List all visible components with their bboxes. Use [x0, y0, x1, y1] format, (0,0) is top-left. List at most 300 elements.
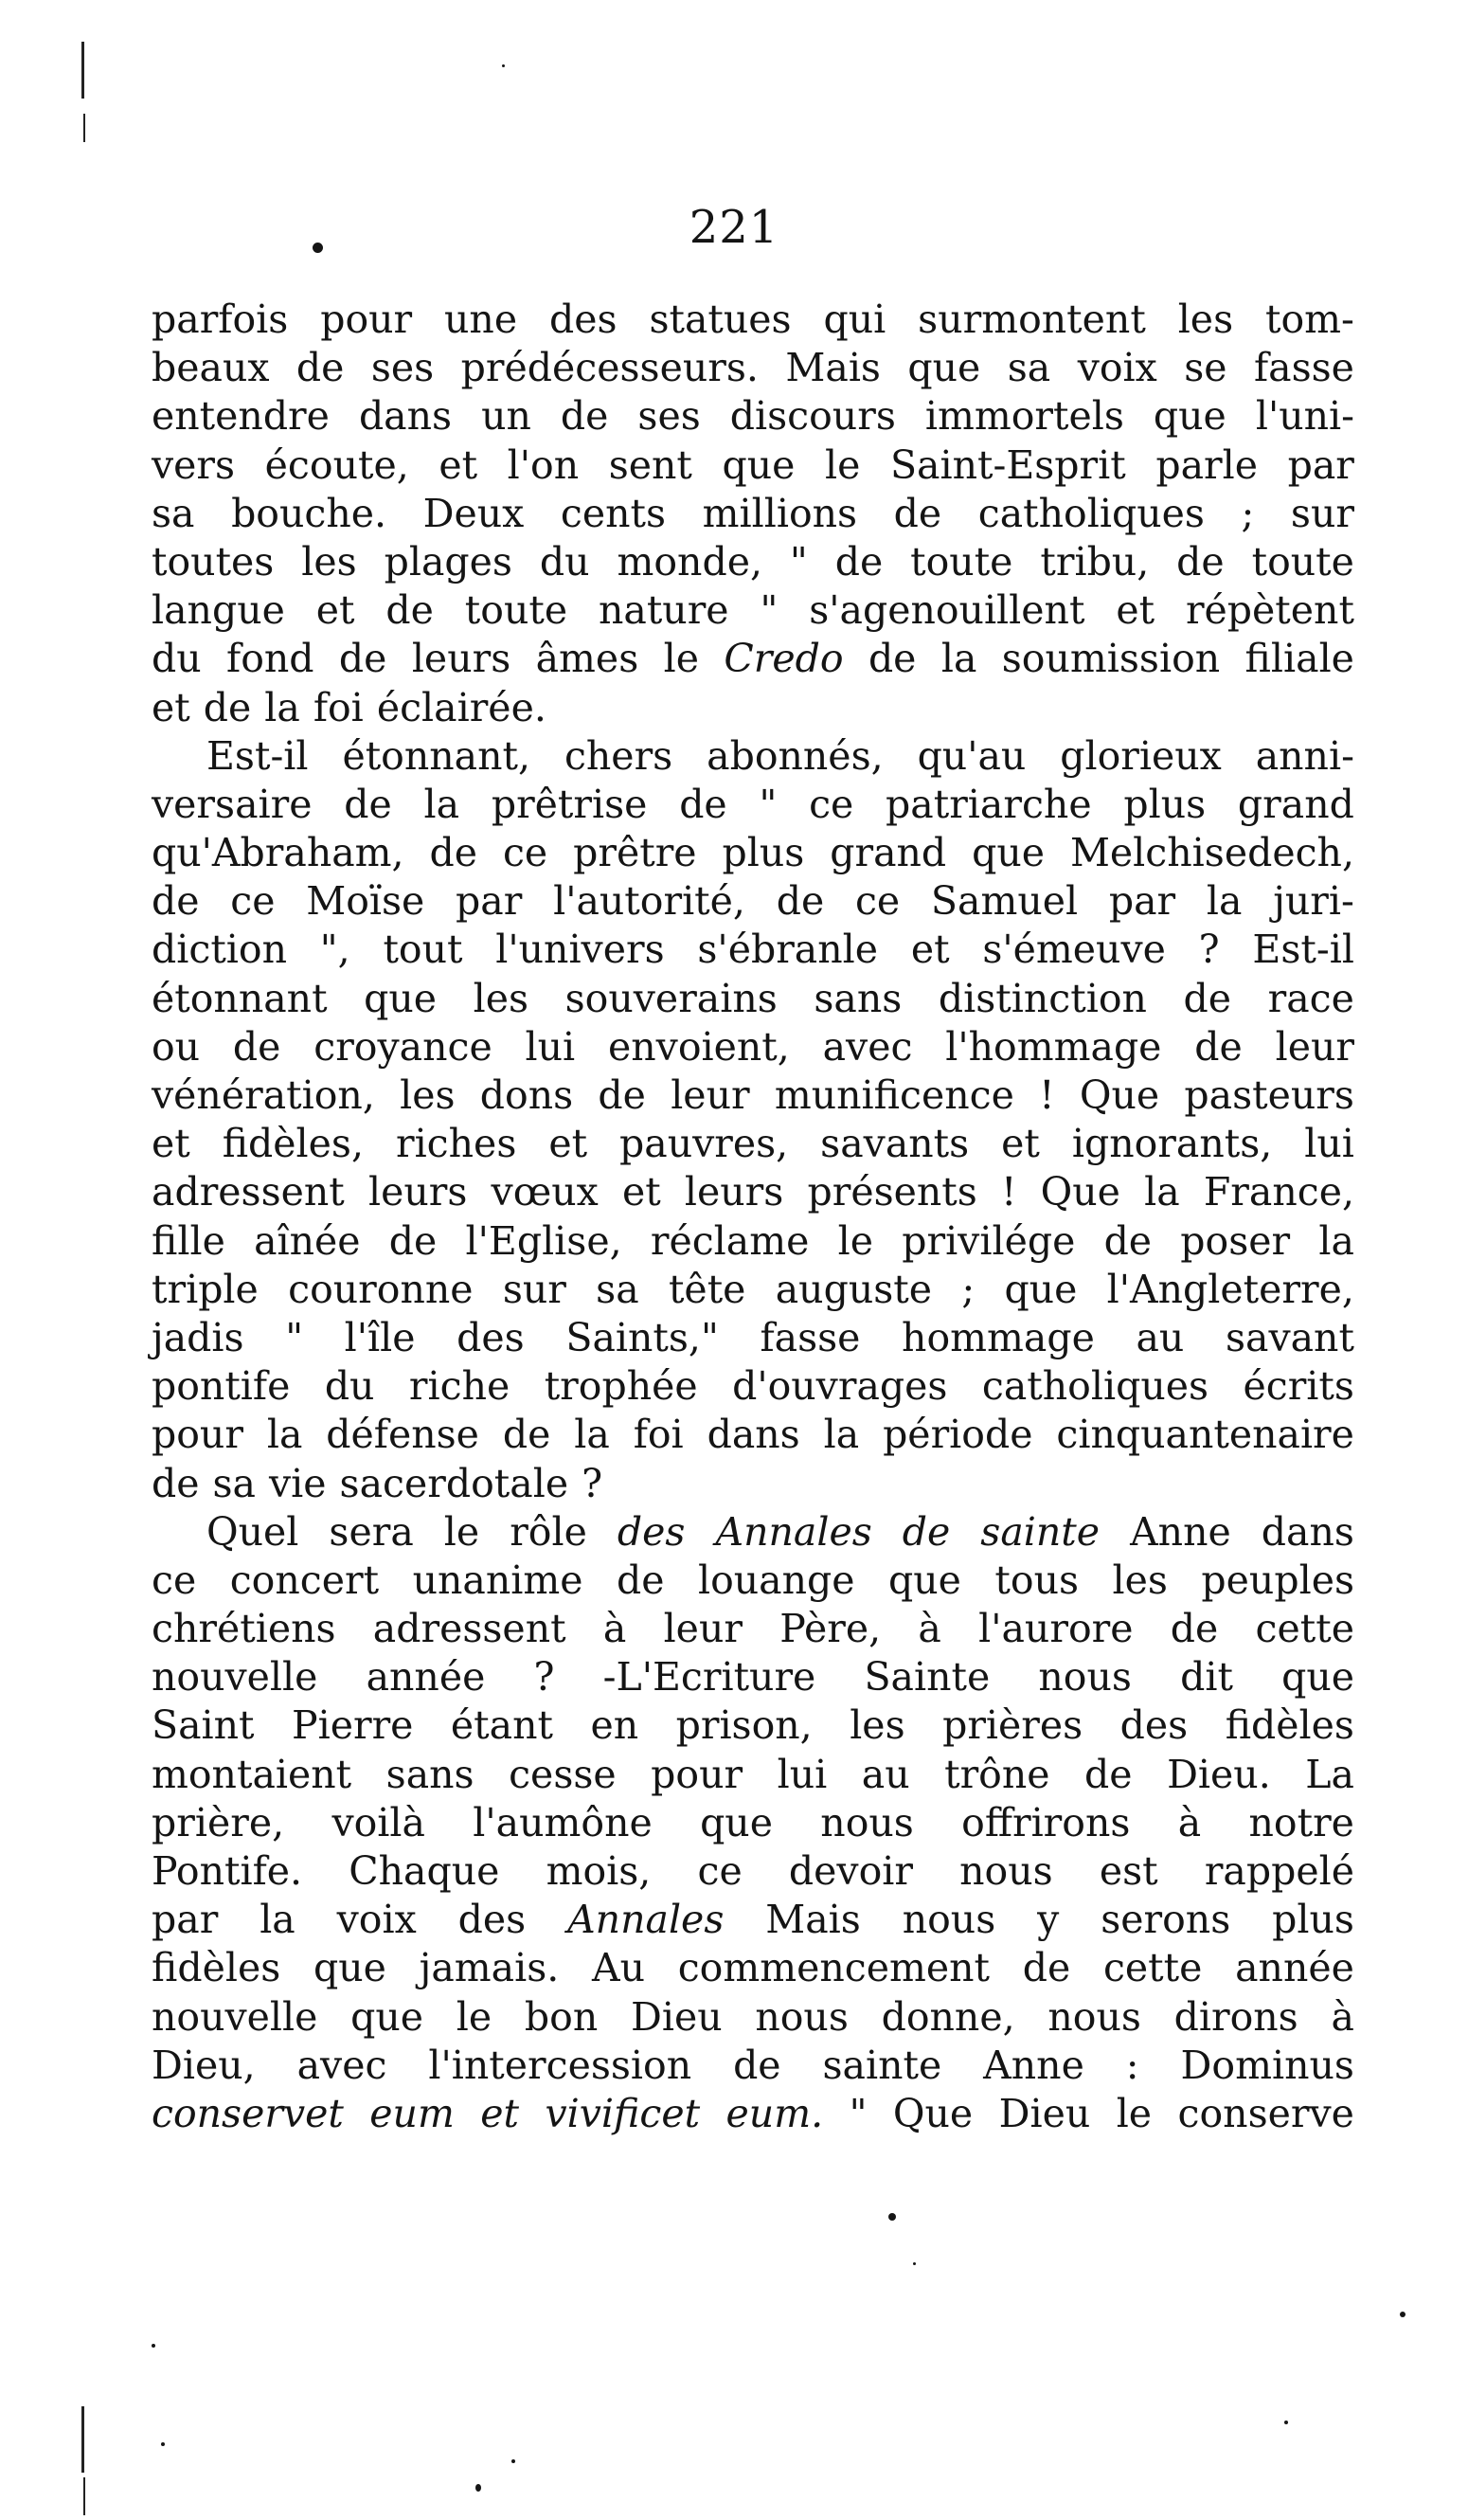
word: cinquantenaire: [1056, 1412, 1354, 1458]
word: que: [888, 1557, 961, 1603]
word: du: [324, 1363, 375, 1410]
word: étant: [450, 1702, 553, 1749]
word: chers: [564, 732, 673, 779]
word: s'ébranle: [697, 927, 879, 973]
word: des: [549, 297, 618, 342]
word: ": [759, 781, 778, 827]
word: qui: [823, 297, 886, 342]
word: Saint: [152, 1702, 255, 1749]
word: Mais: [765, 1897, 861, 1943]
word: Pontife.: [152, 1848, 303, 1894]
word: s'agenouillent: [809, 587, 1085, 634]
word: devoir: [788, 1848, 913, 1894]
word: ": [285, 1314, 304, 1360]
word: vénération,: [152, 1072, 375, 1118]
word: prédécesseurs.: [460, 345, 759, 391]
word: l'hommage: [945, 1023, 1162, 1070]
word: la: [264, 684, 300, 730]
word: est: [1099, 1848, 1158, 1894]
word: rappelé: [1204, 1848, 1354, 1894]
word: défense: [326, 1412, 479, 1458]
word: dans: [707, 1412, 800, 1458]
word: le: [443, 1508, 480, 1555]
word: de: [502, 1412, 551, 1458]
word: avec: [296, 2042, 387, 2088]
text-line: [152, 296, 1354, 344]
word: nouvelle: [152, 1654, 318, 1701]
ink-speck: [913, 2262, 916, 2265]
body-text: [152, 296, 1354, 2138]
word: au: [861, 1751, 910, 1797]
word: âmes: [535, 636, 639, 682]
word: jadis: [152, 1314, 244, 1360]
word: du: [152, 636, 202, 682]
word: d'ouvrages: [732, 1363, 948, 1410]
word: voix: [336, 1897, 417, 1943]
word: que: [1153, 393, 1226, 440]
word: ": [789, 538, 808, 585]
word: à: [1177, 1799, 1202, 1845]
word: triple: [152, 1266, 259, 1312]
word: France,: [1203, 1169, 1354, 1215]
word: fille: [152, 1217, 225, 1264]
word: Dieu,: [152, 2042, 256, 2088]
word: Moïse: [306, 878, 425, 925]
word: les: [1112, 1557, 1168, 1603]
word: souverains: [564, 975, 778, 1021]
word: ou: [152, 1023, 201, 1070]
word: ignorants,: [1071, 1121, 1273, 1167]
ink-speck: [313, 243, 323, 253]
word: Saints,": [565, 1314, 719, 1360]
word: et: [152, 684, 190, 730]
word: beaux: [152, 345, 270, 391]
word: nous: [1038, 1654, 1132, 1701]
word: fasse: [760, 1314, 861, 1360]
word: auguste: [775, 1266, 933, 1312]
word: de: [1194, 1023, 1243, 1070]
word: et: [1116, 587, 1155, 634]
word: nous: [902, 1897, 996, 1943]
word: race: [1267, 975, 1354, 1021]
ink-speck: [161, 2442, 165, 2446]
word: fidèles: [152, 1945, 281, 1991]
word: abonnés,: [707, 732, 884, 779]
ink-speck: [152, 2344, 155, 2348]
word: l'intercession: [428, 2042, 692, 2088]
word: dans: [1261, 1508, 1354, 1555]
word: sent: [608, 441, 692, 488]
word: Melchisedech,: [1069, 830, 1354, 876]
word: la: [823, 1412, 860, 1458]
word: diction: [152, 927, 287, 973]
word: fidèles,: [222, 1121, 365, 1167]
word: par: [1287, 441, 1354, 488]
word: sacerdotale: [339, 1460, 569, 1506]
word: toute: [464, 587, 568, 634]
word: pontife: [152, 1363, 291, 1410]
word: que: [1004, 1266, 1078, 1312]
word: adressent: [372, 1606, 566, 1652]
word: bouche.: [231, 490, 387, 536]
word: la: [940, 636, 977, 682]
word: période: [883, 1412, 1033, 1458]
word: Credo: [724, 636, 844, 682]
word: sa: [596, 1266, 639, 1312]
word: :: [1125, 2042, 1139, 2088]
word: nous: [959, 1848, 1053, 1894]
word: savant: [1225, 1314, 1354, 1360]
word: le: [1116, 2090, 1153, 2136]
word: plus: [1272, 1897, 1354, 1943]
word: Que: [1040, 1169, 1120, 1215]
word: !: [1000, 1169, 1017, 1215]
word: eum.: [725, 2090, 824, 2136]
text-line: [152, 1217, 1354, 1266]
word: le: [456, 1993, 492, 2040]
word: l'on: [507, 441, 580, 488]
word: privilége: [902, 1217, 1076, 1264]
word: Chaque: [349, 1848, 500, 1894]
word: tom-: [1265, 297, 1354, 342]
word: Au: [591, 1945, 645, 1991]
word: de: [1183, 975, 1232, 1021]
word: plus: [722, 830, 805, 876]
word: de: [338, 636, 387, 682]
word: toutes: [152, 538, 275, 585]
word: prison,: [675, 1702, 813, 1749]
word: fidèles: [1225, 1702, 1354, 1749]
word: dit: [1180, 1654, 1233, 1701]
word: envoient,: [607, 1023, 790, 1070]
word: vœux: [491, 1169, 599, 1215]
word: immortels: [924, 393, 1124, 440]
word: eum: [369, 2090, 455, 2136]
word: réclame: [650, 1217, 810, 1264]
word: dons: [479, 1072, 574, 1118]
word: à: [602, 1606, 627, 1652]
word: sa: [212, 1460, 256, 1506]
word: prêtre: [573, 830, 697, 876]
word: un: [481, 393, 531, 440]
word: de: [1103, 1217, 1153, 1264]
word: les: [400, 1072, 456, 1118]
text-line: [152, 538, 1354, 586]
word: Dieu: [998, 2090, 1091, 2136]
word: de: [679, 781, 727, 827]
word: surmontent: [918, 297, 1146, 342]
word: croyance: [313, 1023, 492, 1070]
word: foi: [633, 1412, 684, 1458]
text-line: [152, 1411, 1354, 1459]
word: dirons: [1173, 1993, 1298, 2040]
word: s'émeuve: [982, 927, 1166, 973]
word: et: [480, 2090, 520, 2136]
word: vers: [152, 441, 236, 488]
word: -L'Ecriture: [602, 1654, 816, 1701]
text-line: [152, 684, 1354, 732]
word: Sainte: [864, 1654, 991, 1701]
word: nouvelle: [152, 1993, 318, 2040]
ink-speck: [511, 2459, 515, 2463]
word: rôle: [510, 1508, 587, 1555]
word: concert: [229, 1557, 380, 1603]
word: ;: [961, 1266, 976, 1312]
text-line: [152, 975, 1354, 1023]
word: leurs: [411, 636, 511, 682]
word: que: [1281, 1654, 1354, 1701]
word: sans: [814, 975, 903, 1021]
word: la: [1206, 878, 1243, 925]
word: lui: [525, 1023, 576, 1070]
word: de: [344, 781, 392, 827]
word: à: [1331, 1993, 1354, 2040]
word: nous: [755, 1993, 849, 2040]
word: en: [590, 1702, 639, 1749]
word: juri-: [1273, 878, 1354, 925]
word: et: [548, 1121, 588, 1167]
word: de: [232, 1023, 281, 1070]
word: munificence: [774, 1072, 1014, 1118]
scan-edge-mark: [81, 42, 84, 99]
word: lui: [1304, 1121, 1354, 1167]
text-line: [152, 1605, 1354, 1653]
word: de: [1022, 1945, 1071, 1991]
text-line: [152, 1168, 1354, 1216]
text-line: [152, 1799, 1354, 1847]
word: prières: [942, 1702, 1083, 1749]
word: de: [902, 1508, 951, 1555]
word: ?: [1198, 927, 1220, 973]
word: de: [733, 2042, 781, 2088]
word: discours: [729, 393, 896, 440]
word: anni-: [1255, 732, 1354, 779]
word: que: [722, 441, 796, 488]
word: ;: [1241, 490, 1255, 536]
scan-edge-mark: [83, 2477, 85, 2515]
page-number: 221: [689, 201, 779, 254]
word: Dieu.: [1167, 1751, 1271, 1797]
word: langue: [152, 587, 285, 634]
word: les: [850, 1702, 905, 1749]
word: une: [444, 297, 518, 342]
word: conserve: [1177, 2090, 1354, 2136]
word: cesse: [509, 1751, 617, 1797]
word: ?: [582, 1460, 603, 1506]
word: mois,: [546, 1848, 652, 1894]
word: Père,: [779, 1606, 882, 1652]
word: la: [1144, 1169, 1180, 1215]
word: que: [350, 1993, 424, 2040]
word: statues: [649, 297, 792, 342]
word: Dominus: [1180, 2042, 1354, 2088]
word: conservet: [152, 2090, 344, 2136]
word: année: [366, 1654, 486, 1701]
word: répètent: [1185, 587, 1354, 634]
word: de: [429, 830, 478, 876]
word: l'aurore: [978, 1606, 1134, 1652]
text-line: [152, 1557, 1354, 1605]
word: de: [1176, 538, 1225, 585]
word: voix: [1077, 345, 1157, 391]
word: savants: [820, 1121, 970, 1167]
word: tête: [668, 1266, 746, 1312]
word: adressent: [152, 1169, 345, 1215]
word: des: [457, 1897, 527, 1943]
word: écoute,: [264, 441, 409, 488]
text-line: [152, 1653, 1354, 1701]
text-line: [152, 490, 1354, 538]
word: prêtrise: [491, 781, 648, 827]
word: l'autorité,: [553, 878, 745, 925]
word: avec: [822, 1023, 913, 1070]
word: Pierre: [292, 1702, 414, 1749]
word: et: [621, 1169, 661, 1215]
word: sera: [329, 1508, 414, 1555]
word: sa: [1007, 345, 1051, 391]
word: Quel: [206, 1508, 299, 1555]
word: ?: [533, 1654, 555, 1701]
word: ": [760, 587, 779, 634]
word: monde,: [617, 538, 762, 585]
word: tout: [383, 927, 463, 973]
word: ses: [370, 345, 435, 391]
word: bon: [524, 1993, 599, 2040]
word: présents: [807, 1169, 977, 1215]
word: que: [972, 830, 1046, 876]
text-line: [152, 1896, 1354, 1944]
text-line: [152, 877, 1354, 926]
word: riche: [408, 1363, 510, 1410]
word: cents: [560, 490, 667, 536]
word: entendre: [152, 393, 330, 440]
word: aînée: [254, 1217, 361, 1264]
ink-speck: [475, 2484, 481, 2492]
word: l'aumône: [473, 1799, 653, 1845]
word: leurs: [684, 1169, 784, 1215]
word: ce: [502, 830, 548, 876]
word: pour: [651, 1751, 743, 1797]
word: foi: [313, 684, 364, 730]
text-line: [152, 1023, 1354, 1071]
text-line: [152, 344, 1354, 392]
word: nous: [1047, 1993, 1141, 2040]
word: du: [539, 538, 590, 585]
word: ses: [637, 393, 701, 440]
word: soumission: [1001, 636, 1221, 682]
word: que: [313, 1945, 386, 1991]
word: y: [1037, 1897, 1060, 1943]
text-line: [152, 441, 1354, 490]
word: filiale: [1244, 636, 1354, 682]
ink-speck: [502, 64, 505, 67]
word: vivificet: [545, 2090, 701, 2136]
word: prière,: [152, 1799, 285, 1845]
word: grand: [1237, 781, 1354, 827]
word: plages: [384, 538, 512, 585]
word: de: [868, 636, 917, 682]
word: l'univers: [495, 927, 665, 973]
word: que: [907, 345, 981, 391]
text-line: [152, 635, 1354, 683]
text-line: [152, 926, 1354, 974]
word: et: [1001, 1121, 1040, 1167]
word: qu'au: [917, 732, 1027, 779]
text-line: [152, 1993, 1354, 2042]
word: l'Angleterre,: [1106, 1266, 1354, 1312]
word: nature: [598, 587, 729, 634]
word: des: [617, 1508, 686, 1555]
word: unanime: [412, 1557, 583, 1603]
word: glorieux: [1060, 732, 1222, 779]
word: par: [456, 878, 523, 925]
word: la: [266, 1412, 303, 1458]
word: de: [893, 490, 942, 536]
word: fond: [226, 636, 314, 682]
text-line: [152, 732, 1354, 781]
ink-speck: [1400, 2312, 1405, 2317]
ink-speck: [888, 2213, 896, 2221]
text-line: [152, 1266, 1354, 1314]
word: et: [315, 587, 355, 634]
word: pasteurs: [1184, 1072, 1354, 1118]
word: et: [439, 441, 478, 488]
word: de: [560, 393, 609, 440]
word: ": [849, 2090, 868, 2136]
word: lui: [777, 1751, 828, 1797]
word: le: [824, 441, 861, 488]
word: pour: [320, 297, 413, 342]
word: vie: [269, 1460, 327, 1506]
word: leur: [1275, 1023, 1354, 1070]
text-line: [152, 2042, 1354, 2090]
word: Mais: [785, 345, 881, 391]
word: leur: [671, 1072, 750, 1118]
word: le: [663, 636, 700, 682]
word: de: [152, 878, 200, 925]
word: Annales: [715, 1508, 872, 1555]
text-line: [152, 392, 1354, 441]
word: riches: [395, 1121, 517, 1167]
word: de: [616, 1557, 665, 1603]
word: ce: [152, 1557, 197, 1603]
word: sur: [1290, 490, 1354, 536]
word: par: [152, 1897, 219, 1943]
word: de: [1084, 1751, 1133, 1797]
word: les: [301, 538, 357, 585]
word: peuples: [1201, 1557, 1354, 1603]
word: offrirons: [961, 1799, 1131, 1845]
word: tribu,: [1040, 538, 1150, 585]
word: parfois: [152, 297, 289, 342]
word: cette: [1102, 1945, 1203, 1991]
word: les: [473, 975, 529, 1021]
word: distinction: [938, 975, 1147, 1021]
word: cette: [1255, 1606, 1354, 1652]
word: Anne: [983, 2042, 1084, 2088]
word: par: [1108, 878, 1176, 925]
word: patriarche: [886, 781, 1092, 827]
word: Est-il: [206, 732, 309, 779]
word: voilà: [331, 1799, 425, 1845]
word: nous: [820, 1799, 914, 1845]
word: sur: [502, 1266, 566, 1312]
word: millions: [702, 490, 858, 536]
word: Anne: [1130, 1508, 1231, 1555]
word: de: [152, 1460, 200, 1506]
word: étonnant: [152, 975, 328, 1021]
word: année: [1235, 1945, 1354, 1991]
